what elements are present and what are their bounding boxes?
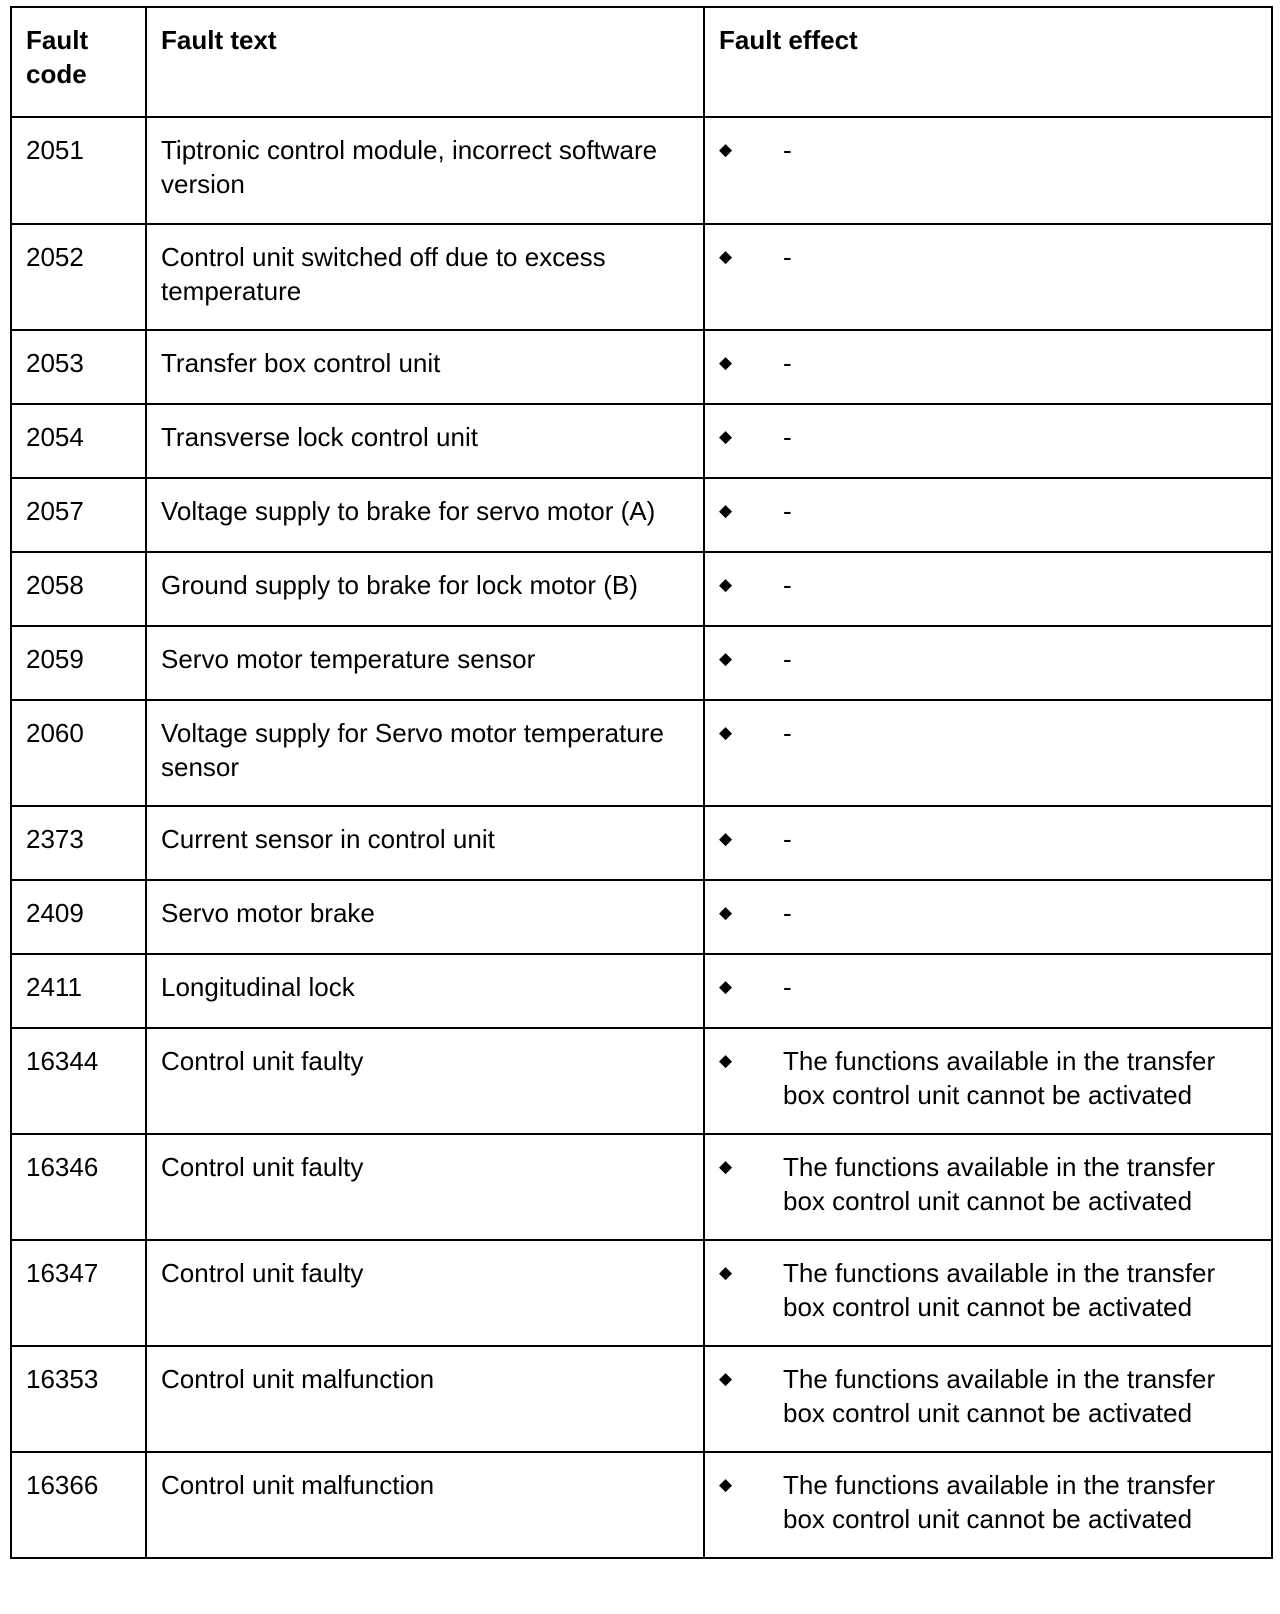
table-row: [11, 404, 1272, 478]
fault-text-cell: Current sensor in control unit: [146, 806, 704, 880]
table-row: [11, 552, 1272, 626]
table-row: [11, 1452, 1272, 1558]
fault-code-table: [10, 6, 1273, 1559]
fault-effect-cell: [704, 880, 1272, 954]
fault-text-cell: Longitudinal lock: [146, 954, 704, 1028]
table-body: [11, 117, 1272, 1558]
fault-effect-text: The functions available in the transfer box control unit cannot be activated: [783, 1046, 1216, 1110]
fault-effect-text: -: [783, 644, 792, 674]
fault-text-cell: Control unit faulty: [146, 1028, 704, 1134]
bullet-icon: ◆: [719, 1051, 733, 1070]
table-row: [11, 224, 1272, 330]
fault-effect-text: The functions available in the transfer box control unit cannot be activated: [783, 1152, 1216, 1216]
table-header-row: [11, 7, 1272, 117]
fault-text-cell: Control unit faulty: [146, 1134, 704, 1240]
table-row: [11, 117, 1272, 224]
fault-effect-cell: [704, 626, 1272, 700]
fault-text-cell: Transfer box control unit: [146, 330, 704, 404]
fault-effect-cell: [704, 806, 1272, 880]
fault-code-cell: 2059: [11, 626, 146, 700]
fault-effect-text: -: [783, 718, 792, 748]
bullet-icon: ◆: [719, 427, 733, 446]
fault-code-cell: 2373: [11, 806, 146, 880]
fault-effect-text: -: [783, 898, 792, 928]
header-fault-code: Fault code: [11, 7, 146, 117]
fault-effect-text: -: [783, 496, 792, 526]
bullet-icon: ◆: [719, 649, 733, 668]
bullet-icon: ◆: [719, 1263, 733, 1282]
bullet-icon: ◆: [719, 1369, 733, 1388]
fault-text-cell: Transverse lock control unit: [146, 404, 704, 478]
bullet-icon: ◆: [719, 903, 733, 922]
fault-effect-cell: [704, 1028, 1272, 1134]
bullet-icon: ◆: [719, 829, 733, 848]
fault-effect-text: -: [783, 824, 792, 854]
fault-code-cell: 16346: [11, 1134, 146, 1240]
header-fault-text: Fault text: [146, 7, 704, 117]
fault-effect-text: The functions available in the transfer box control unit cannot be activated: [783, 1258, 1216, 1322]
fault-code-cell: 2058: [11, 552, 146, 626]
fault-code-cell: 16347: [11, 1240, 146, 1346]
fault-effect-cell: [704, 478, 1272, 552]
bullet-icon: ◆: [719, 353, 733, 372]
fault-code-cell: 2052: [11, 224, 146, 330]
table-row: [11, 330, 1272, 404]
fault-text-cell: Ground supply to brake for lock motor (B): [146, 552, 704, 626]
table-row: [11, 1346, 1272, 1452]
fault-text-cell: Control unit malfunction: [146, 1346, 704, 1452]
fault-effect-cell: [704, 1452, 1272, 1558]
fault-effect-cell: [704, 404, 1272, 478]
fault-code-cell: 2053: [11, 330, 146, 404]
bullet-icon: ◆: [719, 575, 733, 594]
fault-text-cell: Voltage supply to brake for servo motor (A): [146, 478, 704, 552]
fault-code-cell: 2411: [11, 954, 146, 1028]
fault-code-cell: 16366: [11, 1452, 146, 1558]
fault-effect-cell: [704, 117, 1272, 224]
fault-effect-text: -: [783, 422, 792, 452]
table-row: [11, 1134, 1272, 1240]
fault-effect-cell: [704, 1240, 1272, 1346]
table-row: [11, 1028, 1272, 1134]
fault-code-cell: 2054: [11, 404, 146, 478]
table-row: [11, 478, 1272, 552]
fault-text-cell: Tiptronic control module, incorrect software version: [146, 117, 704, 224]
bullet-icon: ◆: [719, 723, 733, 742]
table-row: [11, 954, 1272, 1028]
fault-effect-text: -: [783, 570, 792, 600]
fault-effect-cell: [704, 224, 1272, 330]
bullet-icon: ◆: [719, 501, 733, 520]
bullet-icon: ◆: [719, 140, 733, 159]
fault-effect-text: The functions available in the transfer box control unit cannot be activated: [783, 1364, 1216, 1428]
fault-code-cell: 2051: [11, 117, 146, 224]
bullet-icon: ◆: [719, 977, 733, 996]
fault-code-cell: 16353: [11, 1346, 146, 1452]
fault-text-cell: Servo motor brake: [146, 880, 704, 954]
table-row: [11, 1240, 1272, 1346]
table-row: [11, 626, 1272, 700]
bullet-icon: ◆: [719, 1157, 733, 1176]
bullet-icon: ◆: [719, 247, 733, 266]
fault-text-cell: Control unit malfunction: [146, 1452, 704, 1558]
header-fault-effect: Fault effect: [704, 7, 1272, 117]
fault-effect-cell: [704, 330, 1272, 404]
table-row: [11, 806, 1272, 880]
fault-text-cell: Servo motor temperature sensor: [146, 626, 704, 700]
fault-effect-cell: [704, 552, 1272, 626]
fault-code-cell: 2057: [11, 478, 146, 552]
fault-effect-text: -: [783, 348, 792, 378]
fault-text-cell: Control unit switched off due to excess temperature: [146, 224, 704, 330]
table-row: [11, 880, 1272, 954]
fault-effect-cell: [704, 1134, 1272, 1240]
bullet-icon: ◆: [719, 1475, 733, 1494]
fault-text-cell: Voltage supply for Servo motor temperature sensor: [146, 700, 704, 806]
fault-text-cell: Control unit faulty: [146, 1240, 704, 1346]
fault-effect-text: -: [783, 135, 792, 165]
table-row: [11, 700, 1272, 806]
fault-effect-cell: [704, 1346, 1272, 1452]
fault-effect-text: The functions available in the transfer box control unit cannot be activated: [783, 1470, 1216, 1534]
fault-effect-cell: [704, 954, 1272, 1028]
fault-effect-cell: [704, 700, 1272, 806]
fault-effect-text: -: [783, 242, 792, 272]
fault-code-cell: 2060: [11, 700, 146, 806]
fault-code-cell: 16344: [11, 1028, 146, 1134]
fault-code-cell: 2409: [11, 880, 146, 954]
fault-effect-text: -: [783, 972, 792, 1002]
